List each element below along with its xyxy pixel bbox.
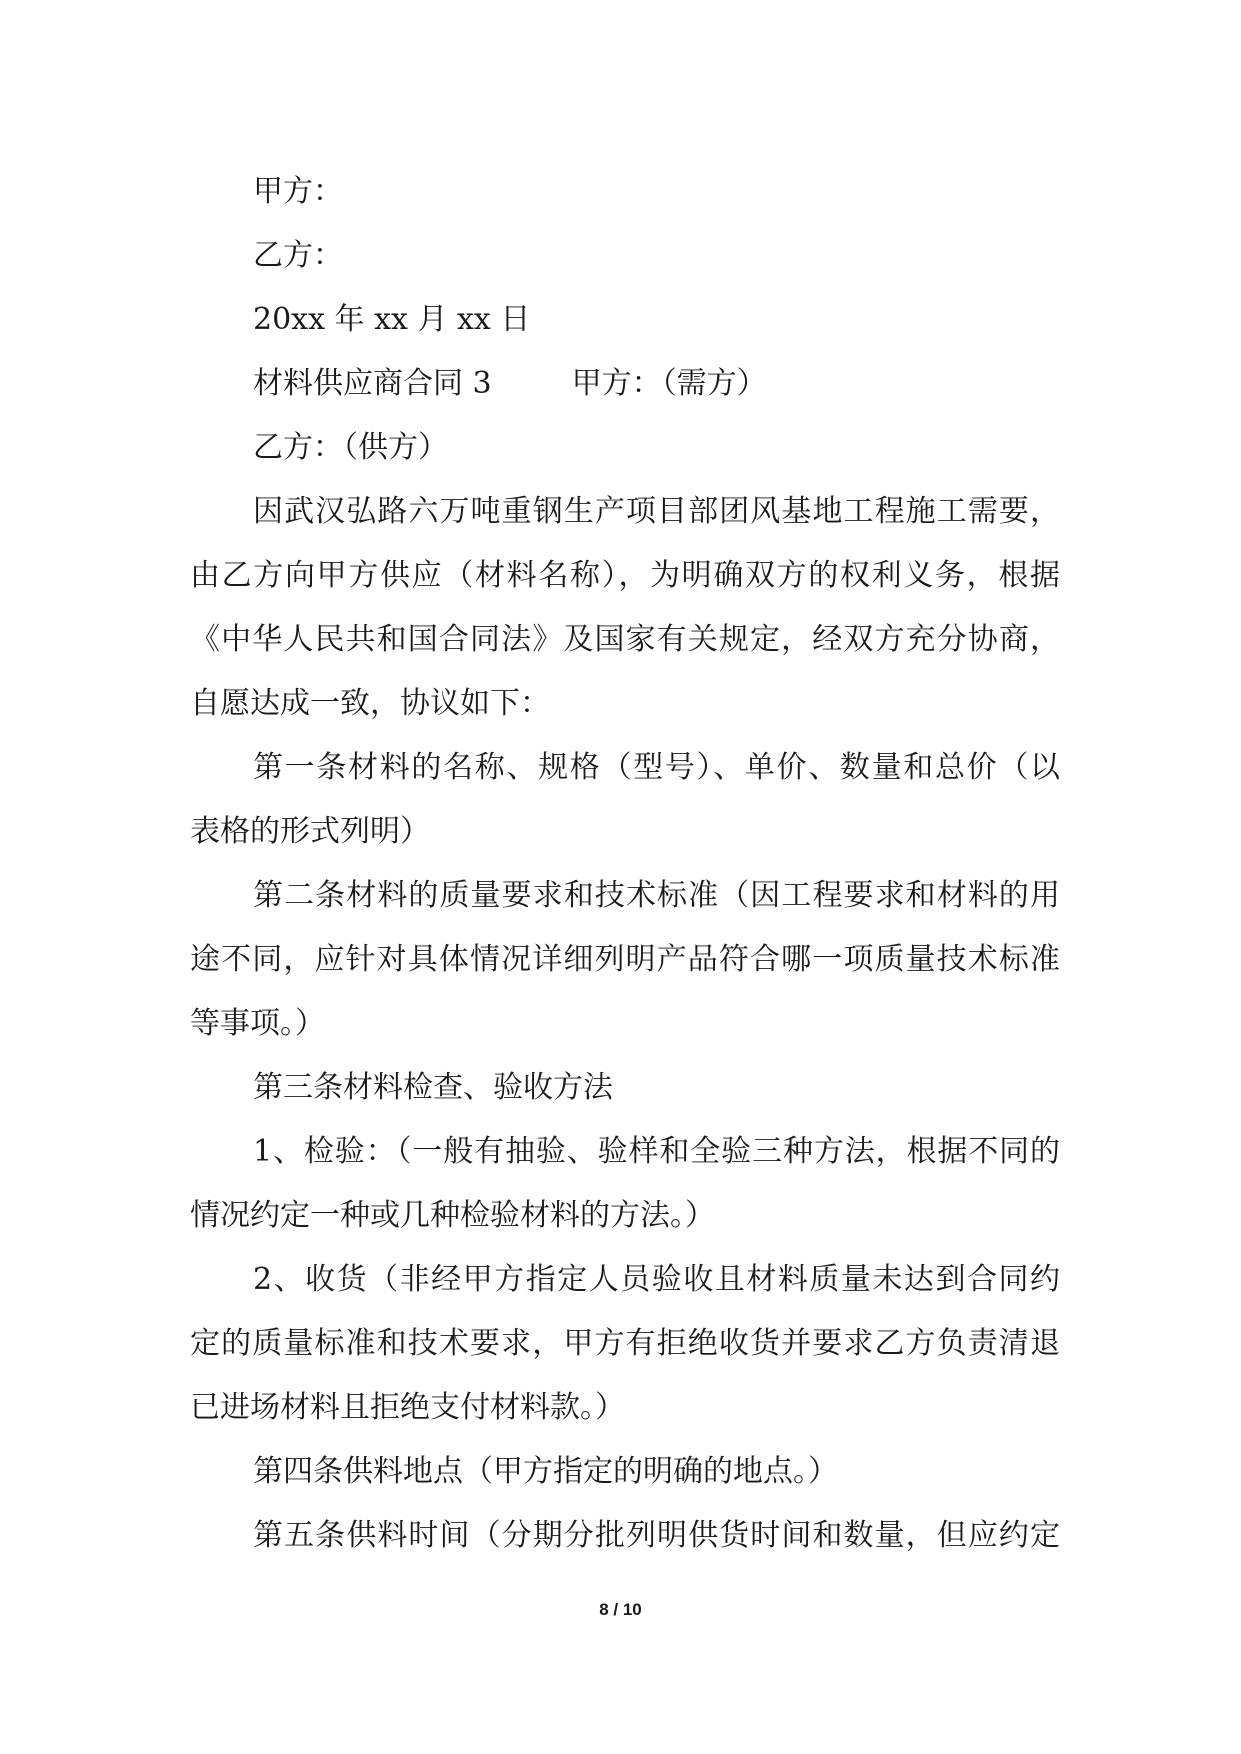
party-b-line: 乙方：	[253, 238, 343, 273]
receipt-line: 定的质量标准和技术要求，甲方有拒绝收货并要求乙方负责清退	[190, 1326, 1060, 1361]
page-number: 8 / 10	[599, 1600, 642, 1619]
article-4-line: 第四条供料地点（甲方指定的明确的地点。）	[253, 1454, 838, 1489]
article-2-line: 途不同，应针对具体情况详细列明产品符合哪一项质量技术标准	[190, 942, 1060, 977]
paragraph-line: 因武汉弘路六万吨重钢生产项目部团风基地工程施工需要，	[253, 494, 1060, 529]
date-line: 20xx 年 xx 月 xx 日	[253, 302, 531, 337]
receipt-line: 已进场材料且拒绝支付材料款。）	[190, 1390, 625, 1425]
contract-title: 材料供应商合同 3	[253, 366, 492, 401]
demand-party-label: 甲方：（需方）	[571, 366, 767, 401]
article-1-line: 表格的形式列明）	[190, 814, 430, 849]
paragraph-line: 自愿达成一致，协议如下：	[190, 686, 550, 721]
article-2-line: 等事项。）	[190, 1006, 325, 1041]
inspection-line: 情况约定一种或几种检验材料的方法。）	[190, 1198, 715, 1233]
document-body	[190, 160, 1060, 1568]
article-5-line: 第五条供料时间（分期分批列明供货时间和数量，但应约定	[253, 1518, 1060, 1553]
paragraph-line: 《中华人民共和国合同法》及国家有关规定，经双方充分协商，	[190, 622, 1060, 657]
party-a-line: 甲方：	[253, 174, 343, 209]
article-1-line: 第一条材料的名称、规格（型号）、单价、数量和总价（以	[253, 750, 1060, 785]
article-3-heading: 第三条材料检查、验收方法	[253, 1070, 613, 1105]
supply-party-line: 乙方：（供方）	[253, 430, 448, 465]
receipt-line: 2、收货（非经甲方指定人员验收且材料质量未达到合同约	[253, 1262, 1060, 1297]
contract-title-line	[190, 352, 1060, 416]
inspection-line: 1、检验：（一般有抽验、验样和全验三种方法，根据不同的	[253, 1134, 1060, 1169]
article-2-line: 第二条材料的质量要求和技术标准（因工程要求和材料的用	[253, 878, 1060, 913]
paragraph-line: 由乙方向甲方供应（材料名称），为明确双方的权利义务，根据	[190, 558, 1060, 593]
